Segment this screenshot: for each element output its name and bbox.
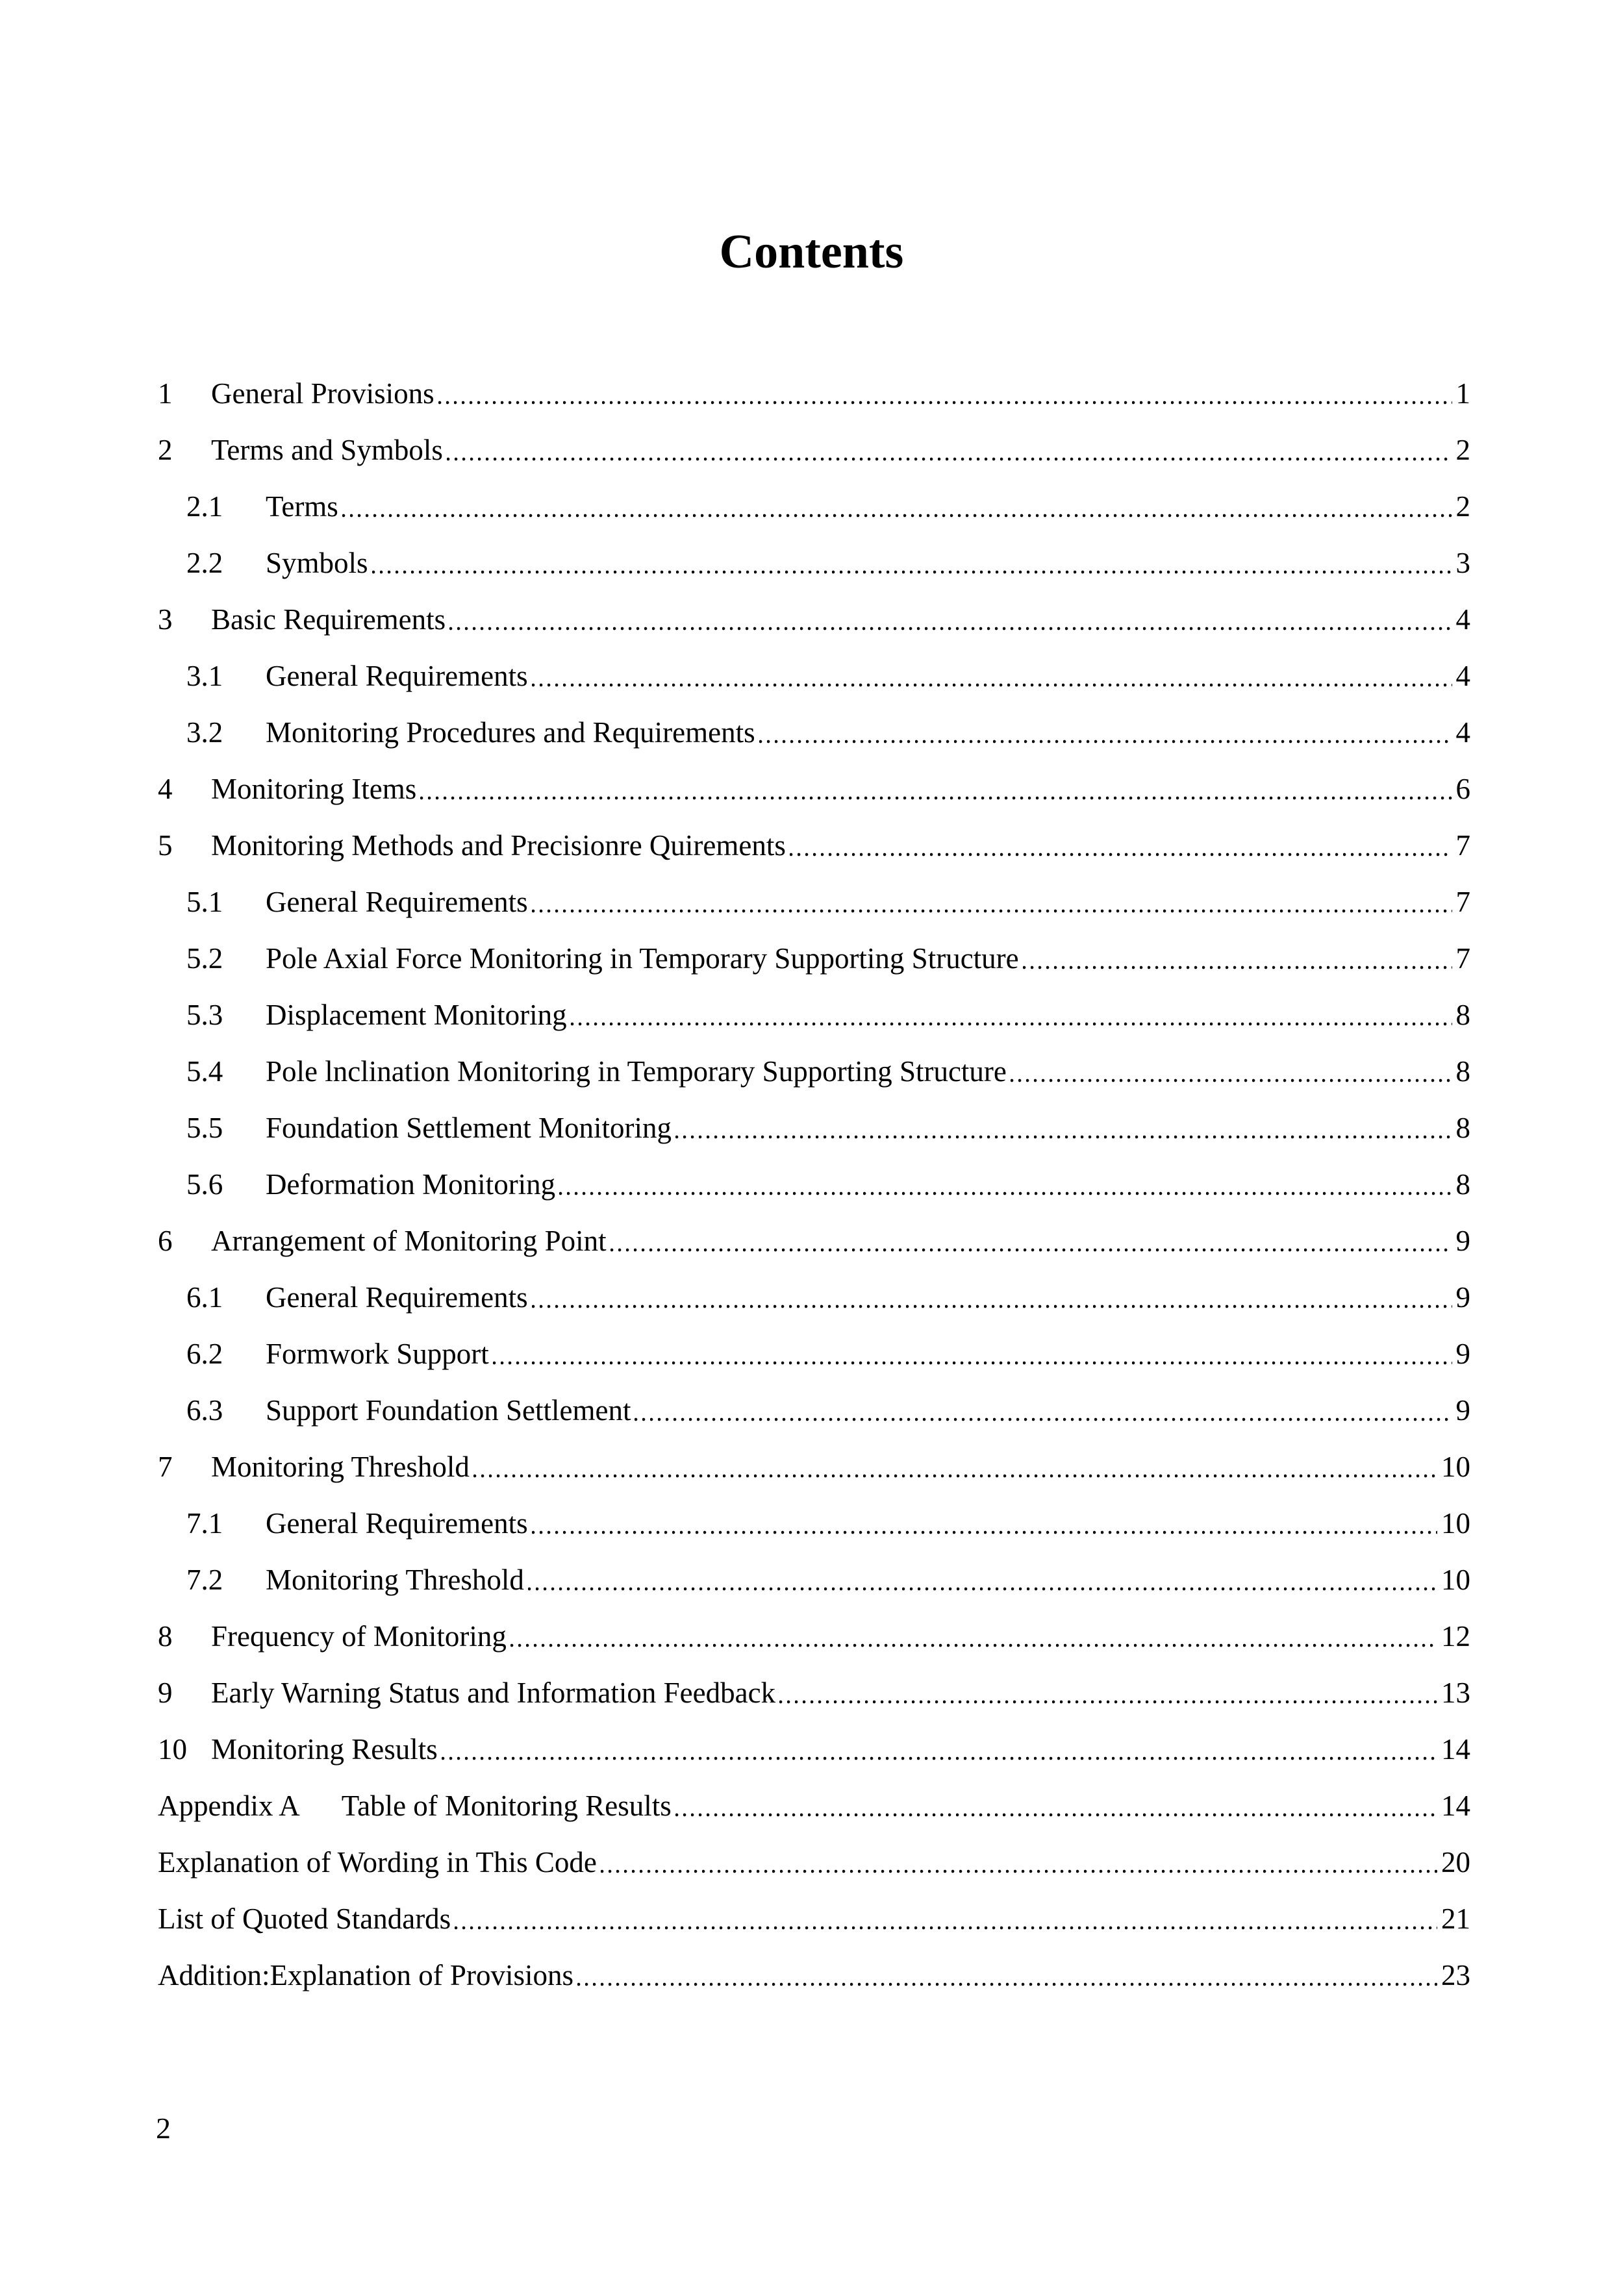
dot-leader: [559, 1192, 1452, 1195]
entry-label: Terms: [266, 490, 338, 523]
entry-label: Displacement Monitoring: [266, 998, 567, 1031]
entry-label: Basic Requirements: [211, 603, 446, 636]
toc-entry[interactable]: [158, 976, 1470, 1032]
entry-number: 4: [158, 772, 173, 805]
entry-label: Monitoring Items: [211, 772, 417, 805]
entry-label: General Requirements: [266, 1280, 528, 1314]
dot-leader: [577, 1982, 1437, 1986]
toc-entry[interactable]: [158, 1428, 1470, 1484]
entry-page-number: 10: [1441, 1506, 1470, 1540]
dot-leader: [342, 514, 1452, 518]
entry-label: Monitoring Threshold: [211, 1450, 470, 1483]
dot-leader: [372, 570, 1452, 574]
dot-leader: [532, 909, 1452, 913]
entry-label: Frequency of Monitoring: [211, 1619, 507, 1653]
entry-page-number: 9: [1455, 1337, 1470, 1370]
toc-entry[interactable]: [158, 1484, 1470, 1541]
entry-label: Terms and Symbols: [211, 433, 443, 466]
toc-entry[interactable]: [158, 580, 1470, 637]
entry-page-number: 1: [1455, 377, 1470, 410]
entry-page-number: 2: [1455, 433, 1470, 466]
entry-label: Formwork Support: [266, 1337, 489, 1370]
entry-page-number: 20: [1441, 1845, 1470, 1878]
toc-entry[interactable]: [158, 1371, 1470, 1428]
entry-number: 8: [158, 1619, 173, 1653]
toc-entry[interactable]: [158, 637, 1470, 693]
entry-number: 7.2: [186, 1563, 223, 1596]
entry-page-number: 21: [1441, 1902, 1470, 1935]
entry-number: 7.1: [186, 1506, 223, 1540]
entry-page-number: 4: [1455, 716, 1470, 749]
dot-leader: [779, 1700, 1437, 1704]
dot-leader: [635, 1417, 1452, 1421]
dot-leader: [790, 853, 1452, 856]
entry-number: 5.2: [186, 942, 223, 975]
toc-entry[interactable]: [158, 1315, 1470, 1371]
entry-label: Foundation Settlement Monitoring: [266, 1111, 672, 1144]
entry-number: 3: [158, 603, 173, 636]
entry-page-number: 7: [1455, 829, 1470, 862]
dot-leader: [610, 1248, 1452, 1252]
toc-entry[interactable]: [158, 1710, 1470, 1767]
entry-label: Explanation of Wording in This Code: [158, 1845, 597, 1878]
entry-label: General Requirements: [266, 1506, 528, 1540]
entry-number: 2.2: [186, 546, 223, 579]
entry-number: 2.1: [186, 490, 223, 523]
entry-number: 5.3: [186, 998, 223, 1031]
entry-number: 7: [158, 1450, 173, 1483]
entry-number: 6.2: [186, 1337, 223, 1370]
dot-leader: [449, 627, 1452, 630]
entry-page-number: 12: [1441, 1619, 1470, 1653]
entry-page-number: 4: [1455, 603, 1470, 636]
toc-entry[interactable]: [158, 355, 1470, 411]
dot-leader: [571, 1022, 1452, 1026]
dot-leader: [473, 1474, 1437, 1478]
entry-label: Pole lnclination Monitoring in Temporary Supporting Structure: [266, 1054, 1007, 1088]
entry-label: Monitoring Procedures and Requirements: [266, 716, 755, 749]
entry-number: 9: [158, 1676, 173, 1709]
entry-number: 2: [158, 433, 173, 466]
toc-entry[interactable]: [158, 1145, 1470, 1202]
entry-label: Symbols: [266, 546, 368, 579]
entry-page-number: 14: [1441, 1732, 1470, 1766]
toc-entry[interactable]: [158, 1258, 1470, 1315]
entry-label: Support Foundation Settlement: [266, 1393, 631, 1427]
toc-entry[interactable]: [158, 693, 1470, 750]
entry-number: 5.6: [186, 1167, 223, 1201]
dot-leader: [420, 796, 1452, 800]
toc-entry[interactable]: [158, 1202, 1470, 1258]
entry-number: 6: [158, 1224, 173, 1257]
toc-entry[interactable]: [158, 1032, 1470, 1089]
dot-leader: [532, 1530, 1437, 1534]
toc-entry[interactable]: [158, 1597, 1470, 1654]
dot-leader: [532, 1304, 1452, 1308]
page-number-footer: 2: [156, 2112, 171, 2145]
dot-leader: [675, 1813, 1437, 1817]
dot-leader: [528, 1587, 1437, 1591]
toc-entry[interactable]: [158, 863, 1470, 919]
toc-entry[interactable]: [158, 1880, 1470, 1936]
toc-entry[interactable]: [158, 1823, 1470, 1880]
entry-page-number: 8: [1455, 1054, 1470, 1088]
entry-label: General Requirements: [266, 885, 528, 918]
entry-label: Table of Monitoring Results: [341, 1789, 672, 1822]
dot-leader: [510, 1643, 1437, 1647]
entry-number: 6.1: [186, 1280, 223, 1314]
entry-label: Monitoring Results: [211, 1732, 438, 1766]
entry-number: 3.1: [186, 659, 223, 692]
entry-number: 5.4: [186, 1054, 223, 1088]
toc-entry[interactable]: [158, 1936, 1470, 1993]
entry-label: Deformation Monitoring: [266, 1167, 556, 1201]
entry-number: Appendix A: [158, 1789, 300, 1822]
entry-page-number: 9: [1455, 1224, 1470, 1257]
dot-leader: [442, 1756, 1437, 1760]
dot-leader: [1023, 966, 1452, 969]
entry-page-number: 10: [1441, 1450, 1470, 1483]
entry-page-number: 9: [1455, 1280, 1470, 1314]
dot-leader: [447, 457, 1452, 461]
toc-entry[interactable]: [158, 1541, 1470, 1597]
toc-entry[interactable]: [158, 1767, 1470, 1823]
entry-page-number: 8: [1455, 998, 1470, 1031]
entry-label: Pole Axial Force Monitoring in Temporary Supporting Structure: [266, 942, 1019, 975]
entry-number: 5.5: [186, 1111, 223, 1144]
toc-entry[interactable]: [158, 1654, 1470, 1710]
page-title: Contents: [719, 225, 904, 279]
entry-page-number: 14: [1441, 1789, 1470, 1822]
dot-leader: [675, 1135, 1452, 1139]
toc-entry[interactable]: [158, 1089, 1470, 1145]
entry-page-number: 8: [1455, 1111, 1470, 1144]
entry-page-number: 23: [1441, 1958, 1470, 1991]
entry-number: 5.1: [186, 885, 223, 918]
toc-entry[interactable]: [158, 468, 1470, 524]
entry-label: General Provisions: [211, 377, 434, 410]
entry-label: Arrangement of Monitoring Point: [211, 1224, 607, 1257]
entry-page-number: 13: [1441, 1676, 1470, 1709]
dot-leader: [759, 740, 1452, 743]
entry-number: 5: [158, 829, 173, 862]
entry-label: Monitoring Threshold: [266, 1563, 524, 1596]
toc-entry[interactable]: [158, 750, 1470, 806]
toc-entry[interactable]: [158, 411, 1470, 468]
toc-entry[interactable]: [158, 919, 1470, 976]
entry-number: 1: [158, 377, 173, 410]
entry-page-number: 7: [1455, 885, 1470, 918]
dot-leader: [532, 683, 1452, 687]
entry-label: List of Quoted Standards: [158, 1902, 451, 1935]
toc: [0, 355, 1623, 1993]
dot-leader: [493, 1361, 1452, 1365]
entry-number: 10: [158, 1732, 187, 1766]
toc-entry[interactable]: [158, 806, 1470, 863]
toc-entry[interactable]: [158, 524, 1470, 580]
entry-label: Addition:Explanation of Provisions: [158, 1958, 573, 1991]
entry-page-number: 8: [1455, 1167, 1470, 1201]
entry-page-number: 7: [1455, 942, 1470, 975]
entry-number: 6.3: [186, 1393, 223, 1427]
entry-number: 3.2: [186, 716, 223, 749]
dot-leader: [601, 1869, 1437, 1873]
entry-page-number: 3: [1455, 546, 1470, 579]
dot-leader: [455, 1926, 1437, 1930]
entry-label: General Requirements: [266, 659, 528, 692]
dot-leader: [438, 401, 1452, 405]
entry-label: Monitoring Methods and Precisionre Quirements: [211, 829, 786, 862]
entry-page-number: 4: [1455, 659, 1470, 692]
dot-leader: [1011, 1079, 1452, 1082]
entry-label: Early Warning Status and Information Feedback: [211, 1676, 776, 1709]
entry-page-number: 2: [1455, 490, 1470, 523]
entry-page-number: 10: [1441, 1563, 1470, 1596]
entry-page-number: 6: [1455, 772, 1470, 805]
entry-page-number: 9: [1455, 1393, 1470, 1427]
